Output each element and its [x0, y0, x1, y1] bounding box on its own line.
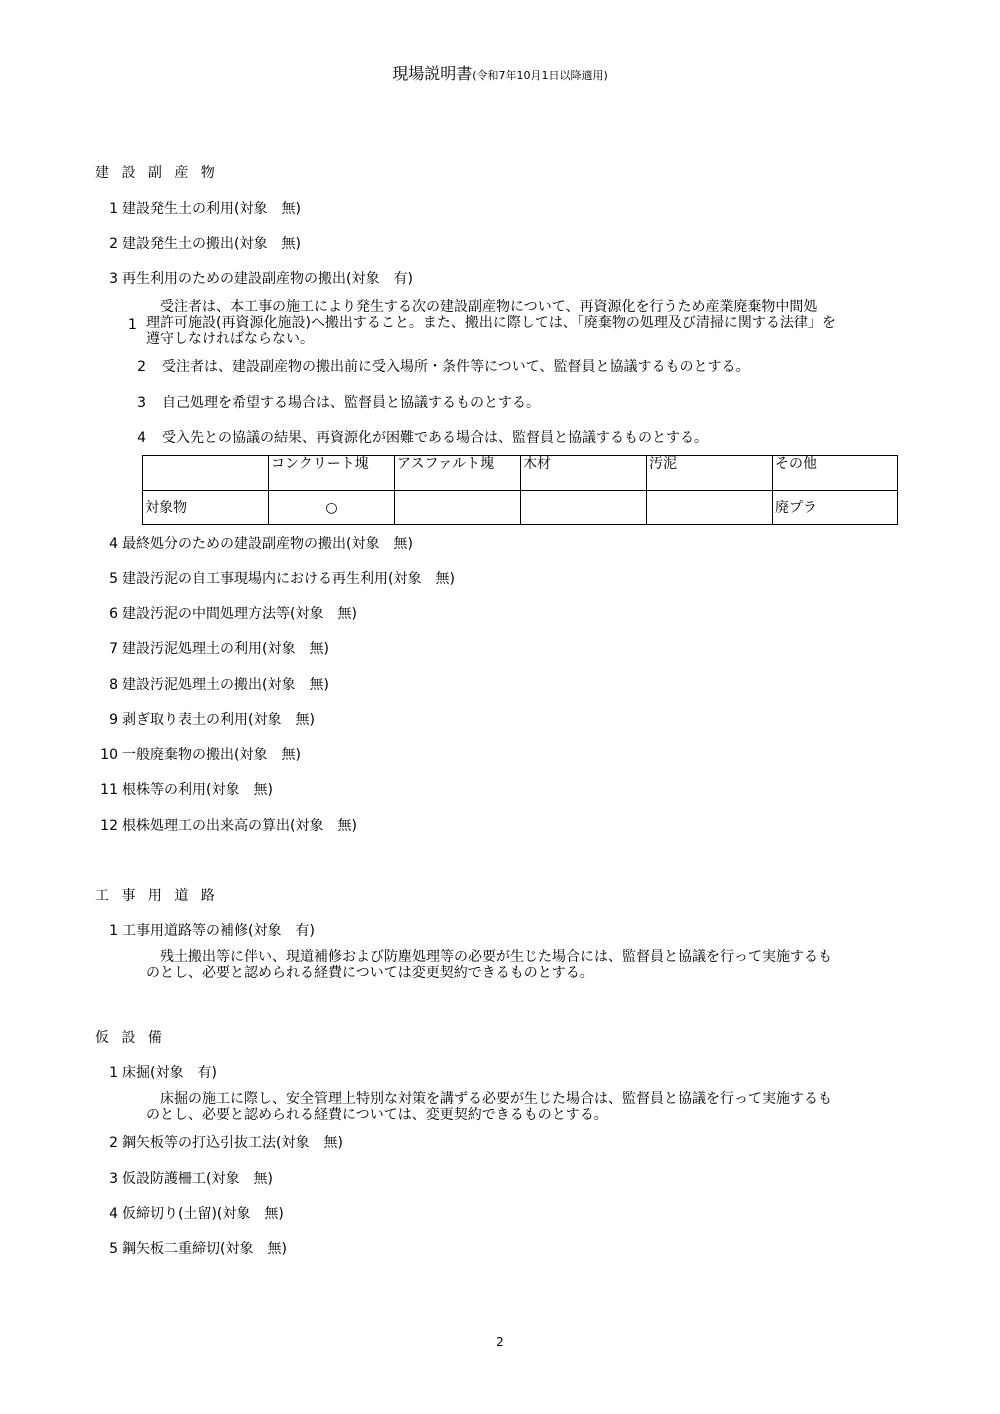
table-cell: 廃プラ	[773, 491, 898, 525]
list-item	[100, 271, 413, 287]
subitem-number: 3	[137, 395, 146, 411]
item-number: 7	[109, 641, 118, 657]
paragraph-line: 受注者は、本工事の施工により発生する次の建設副産物について、再資源化を行うため産業廃棄物中間処	[146, 299, 818, 315]
table-row	[143, 491, 898, 525]
table-header-cell: コンクリート塊	[269, 456, 395, 491]
list-item	[100, 1135, 343, 1151]
item-text: 剥ぎ取り表土の利用(対象 無)	[122, 712, 315, 728]
item-number: 6	[109, 606, 118, 622]
subitem-number: 4	[137, 430, 146, 446]
list-item	[100, 236, 301, 252]
list-item	[100, 818, 357, 834]
subitem	[128, 395, 540, 411]
title-main: 現場説明書	[392, 64, 473, 83]
title-subtitle: (令和7年10月1日以降適用)	[472, 69, 608, 82]
item-number: 5	[109, 1241, 118, 1257]
item-text: 鋼矢板等の打込引抜工法(対象 無)	[122, 1135, 343, 1151]
paragraph-line: のとし、必要と認められる経費については変更契約できるものとする。	[146, 965, 594, 981]
item-number: 2	[109, 1135, 118, 1151]
item-body	[146, 949, 832, 981]
list-item	[100, 712, 315, 728]
item-text: 工事用道路等の補修(対象 有)	[122, 923, 315, 939]
item-number: 1	[109, 1065, 118, 1081]
table-cell: 対象物	[143, 491, 269, 525]
subitem-text: 受注者は、建設副産物の搬出前に受入場所・条件等について、監督員と協議するものとする。	[162, 359, 750, 375]
subitem	[128, 430, 708, 446]
item-text: 仮設防護柵工(対象 無)	[122, 1171, 273, 1187]
list-item	[100, 923, 315, 939]
paragraph-line: 残土搬出等に伴い、現道補修および防塵処理等の必要が生じた場合には、監督員と協議を行って実施するも	[146, 949, 832, 965]
item-text: 床掘(対象 有)	[122, 1065, 217, 1081]
list-item	[100, 1065, 217, 1081]
table-header-row	[143, 456, 898, 491]
table-cell	[521, 491, 647, 525]
item-text: 建設汚泥処理土の搬出(対象 無)	[122, 677, 329, 693]
item-text: 根株等の利用(対象 無)	[122, 782, 273, 798]
item-text: 建設汚泥処理土の利用(対象 無)	[122, 641, 329, 657]
item-text: 一般廃棄物の搬出(対象 無)	[122, 747, 301, 763]
table-header-cell: アスファルト塊	[395, 456, 521, 491]
item-text: 建設発生土の利用(対象 無)	[122, 201, 301, 217]
item-number: 8	[109, 677, 118, 693]
list-item	[100, 782, 273, 798]
table-header-cell	[143, 456, 269, 491]
table-cell	[395, 491, 521, 525]
subitem-number: 1	[128, 317, 137, 333]
item-number: 3	[109, 1171, 118, 1187]
paragraph-line: 遵守しなければならない。	[146, 331, 314, 347]
subitem-number: 2	[137, 359, 146, 375]
paragraph-line: のとし、必要と認められる経費については、変更契約できるものとする。	[146, 1107, 608, 1123]
list-item	[100, 677, 329, 693]
item-text: 再生利用のための建設副産物の搬出(対象 有)	[122, 271, 413, 287]
page-title	[0, 64, 1000, 86]
item-number: 2	[109, 236, 118, 252]
subitem-text: 受入先との協議の結果、再資源化が困難である場合は、監督員と協議するものとする。	[162, 430, 708, 446]
list-item	[100, 641, 329, 657]
item-text: 鋼矢板二重締切(対象 無)	[122, 1241, 287, 1257]
item-number: 1	[109, 201, 118, 217]
page-number: 2	[496, 1335, 504, 1349]
item-number: 3	[109, 271, 118, 287]
paragraph-line: 理許可施設(再資源化施設)へ搬出すること。また、搬出に際しては、「廃棄物の処理及び清掃に関する法律」を	[146, 315, 836, 331]
table-header-cell: 木材	[521, 456, 647, 491]
list-item	[100, 1206, 284, 1222]
item-number: 4	[109, 536, 118, 552]
table-header-cell: その他	[773, 456, 898, 491]
list-item	[100, 606, 357, 622]
list-item	[100, 747, 301, 763]
table-cell	[647, 491, 773, 525]
item-number: 11	[100, 782, 118, 798]
item-text: 仮締切り(土留)(対象 無)	[122, 1206, 284, 1222]
list-item	[100, 1171, 273, 1187]
subitem-paragraph	[146, 299, 836, 347]
paragraph-line: 床掘の施工に際し、安全管理上特別な対策を講ずる必要が生じた場合は、監督員と協議を行って実施するも	[146, 1091, 832, 1107]
item-number: 9	[109, 712, 118, 728]
subitem	[128, 359, 749, 375]
list-item	[100, 536, 413, 552]
table-header-cell: 汚泥	[647, 456, 773, 491]
list-item	[100, 571, 455, 587]
item-text: 建設汚泥の自工事現場内における再生利用(対象 無)	[122, 571, 455, 587]
item-number: 5	[109, 571, 118, 587]
list-item	[100, 1241, 287, 1257]
list-item	[100, 201, 301, 217]
item-number: 4	[109, 1206, 118, 1222]
table-cell: ○	[269, 491, 395, 525]
section-heading-construction-byproducts: 建 設 副 産 物	[95, 165, 219, 181]
item-text: 根株処理工の出来高の算出(対象 無)	[122, 818, 357, 834]
subitem-text: 自己処理を希望する場合は、監督員と協議するものとする。	[162, 395, 540, 411]
item-number: 1	[109, 923, 118, 939]
item-number: 12	[100, 818, 118, 834]
section-heading-temporary-facilities: 仮 設 備	[95, 1030, 166, 1046]
item-text: 最終処分のための建設副産物の搬出(対象 無)	[122, 536, 413, 552]
item-number: 10	[100, 747, 118, 763]
section-heading-construction-roads: 工 事 用 道 路	[95, 888, 219, 904]
item-text: 建設汚泥の中間処理方法等(対象 無)	[122, 606, 357, 622]
byproduct-table	[142, 455, 898, 525]
item-text: 建設発生土の搬出(対象 無)	[122, 236, 301, 252]
item-body	[146, 1091, 832, 1123]
